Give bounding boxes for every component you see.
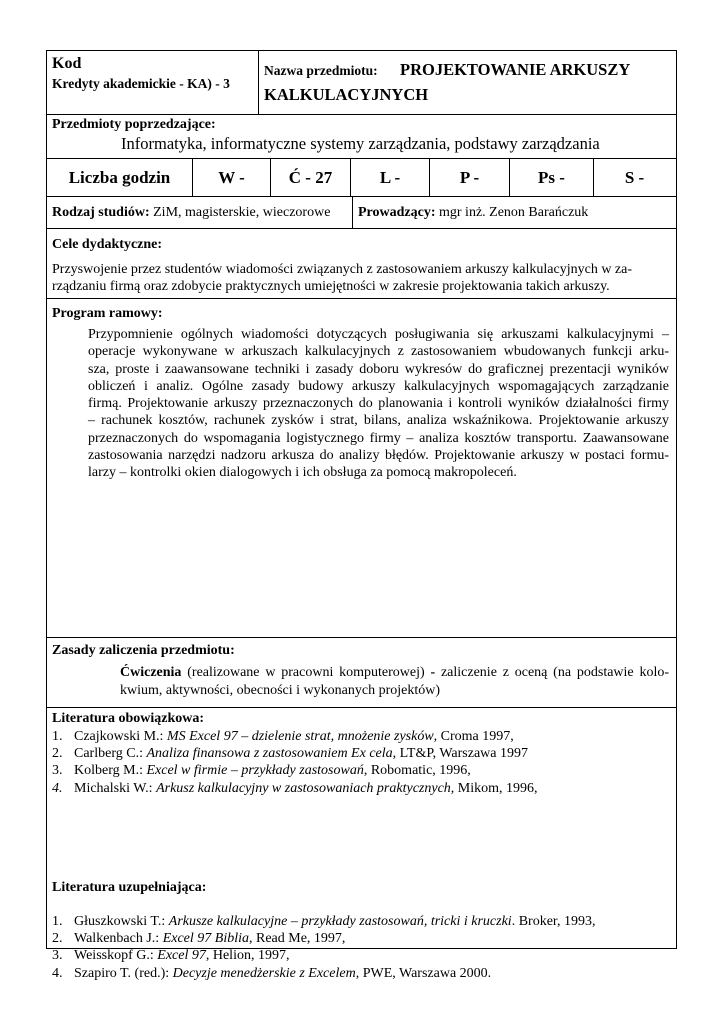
list-item: [52, 930, 669, 947]
item-publisher: , LT&P, Warszawa 1997: [392, 746, 528, 762]
goals-line: rządzaniu firmą oraz zdobycie praktycznych umiejętności w zakresie projektowania takich arkuszy.: [52, 279, 610, 294]
item-author: Michalski W.:: [74, 780, 157, 796]
program-line: larzy – kontrolki okien dialogowych i ich obsługa za pomocą makropoleceń.: [88, 465, 517, 481]
hours-lecture: W -: [193, 159, 271, 196]
credits-text: Kredyty akademickie - KA) - 3: [52, 76, 230, 91]
list-item: [52, 965, 669, 982]
code-cell: [47, 51, 259, 114]
list-item: [52, 947, 669, 964]
hours-ps: Ps -: [510, 159, 594, 196]
item-title: Excel 97 Biblia: [162, 931, 249, 947]
item-number: 2.: [52, 931, 63, 947]
lecturer-cell: [358, 205, 588, 221]
program-row: [47, 299, 676, 638]
item-publisher: . Broker, 1993,: [511, 914, 596, 929]
item-number: 3.: [52, 763, 63, 779]
literature-required-list: [52, 728, 669, 797]
item-title: Decyzje menedżerskie z Excelem: [172, 965, 356, 981]
literature-supplementary-label: Literatura uzupełniająca:: [52, 880, 207, 895]
item-title: Analiza finansowa z zastosowaniem Ex cela: [146, 746, 393, 762]
hours-seminar: S -: [624, 167, 645, 187]
program-line: przeznaczonych do wspomagania logistycznego firmy – analiza kosztów transportu. Zaawansowane: [88, 430, 669, 446]
item-publisher: , Mikom, 1996,: [450, 780, 538, 796]
assessment-line-2: kwium, aktywności, obecności i wykonanych projektów): [120, 683, 440, 698]
item-publisher: , Read Me, 1997,: [249, 931, 346, 947]
study-row: [47, 197, 676, 229]
program-text: [88, 326, 669, 482]
program-line: operacje wykonywane w arkuszach kalkulacyjnych z zastosowaniem wbudowanych funkcji arku-: [88, 344, 669, 360]
list-item: [52, 913, 669, 930]
literature-required-label: Literatura obowiązkowa:: [52, 711, 205, 726]
list-item: [52, 728, 669, 745]
item-number: 4.: [52, 780, 63, 796]
item-title: Excel w firmie – przykłady zastosowań: [146, 763, 364, 779]
code-label: Kod: [52, 55, 82, 72]
subject-label: Nazwa przedmiotu:: [264, 63, 378, 78]
goals-line: Przyswojenie przez studentów wiadomości związanych z zastosowaniem arkuszy kalkulacyjnych w za-: [52, 262, 633, 277]
lecturer-value: mgr inż. Zenon Barańczuk: [439, 205, 589, 220]
item-title: MS Excel 97 – dzielenie strat, mnożenie zysków: [166, 729, 434, 744]
item-author: Szapiro T. (red.):: [74, 965, 173, 981]
item-author: Weisskopf G.:: [74, 948, 158, 964]
program-line: – rachunek kosztów, rachunek zysków i strat, bilans, analiza wskaźnikowa. Projektowanie arkuszy: [88, 413, 669, 429]
hours-lab: L -: [351, 159, 430, 196]
assessment-mid1: (realizowane w pracowni komputerowej): [181, 665, 431, 680]
program-line: zastosowania narzędzi nadzoru arkusza do analizy błędów. Projektowanie arkuszy w postaci formu-: [88, 448, 669, 464]
subject-name-line2: KALKULACYJNYCH: [264, 85, 429, 104]
item-author: Głuszkowski T.:: [74, 914, 169, 929]
item-title: Arkusz kalkulacyjny w zastosowaniach praktycznych: [156, 780, 451, 796]
item-number: 3.: [52, 948, 63, 964]
item-publisher: , Croma 1997,: [433, 729, 514, 744]
goals-label: Cele dydaktyczne:: [52, 237, 163, 252]
lecturer-label: Prowadzący:: [358, 205, 436, 220]
hours-row: [47, 159, 676, 197]
item-number: 1.: [52, 914, 63, 929]
hours-exercises: Ć - 27: [271, 159, 351, 196]
item-title: Arkusze kalkulacyjne – przykłady zastosowań, tricki i kruczki: [168, 914, 512, 929]
prerequisites-value: Informatyka, informatyczne systemy zarządzania, podstawy zarządzania: [121, 134, 600, 153]
program-line: sza, proste i zaawansowane techniki i zasady doboru wykresów do graficznej prezentacji wyników: [88, 361, 669, 377]
prerequisites-row: [47, 115, 676, 159]
subject-name-line1: PROJEKTOWANIE ARKUSZY: [400, 60, 631, 79]
assessment-text: [120, 664, 669, 700]
item-author: Carlberg C.:: [74, 746, 147, 762]
list-item: [52, 780, 669, 797]
program-line: firmą. Projektowanie arkuszy przeznaczonych do planowania i kontroli wyników działalności firmy: [88, 396, 669, 412]
item-publisher: , Helion, 1997,: [205, 948, 290, 964]
item-author: Walkenbach J.:: [74, 931, 163, 947]
study-type-cell: [47, 197, 353, 228]
item-number: 4.: [52, 965, 63, 981]
item-title: Excel 97: [157, 948, 206, 964]
goals-row: [47, 229, 676, 299]
goals-text: [52, 261, 658, 295]
item-author: Czajkowski M.:: [74, 729, 167, 744]
program-label: Program ramowy:: [52, 306, 163, 321]
hours-label: Liczba godzin: [47, 159, 193, 196]
literature-row: [47, 708, 676, 981]
study-type-label: Rodzaj studiów:: [52, 205, 150, 220]
assessment-row: [47, 638, 676, 708]
list-item: [52, 745, 669, 762]
item-publisher: , PWE, Warszawa 2000.: [355, 965, 492, 981]
item-author: Kolberg M.:: [74, 763, 147, 779]
literature-supplementary-list: [52, 913, 669, 982]
assessment-label: Zasady zaliczenia przedmiotu:: [52, 643, 235, 658]
prerequisites-label: Przedmioty poprzedzające:: [52, 117, 216, 132]
assessment-line: [120, 664, 669, 682]
list-item: [52, 762, 669, 779]
program-line: Przypomnienie ogólnych wiadomości dotyczących posługiwania się arkuszami kalkulacyjnymi –: [88, 327, 669, 342]
syllabus-card: [46, 50, 677, 981]
assessment-bold-word: Ćwiczenia: [120, 665, 182, 680]
assessment-dash: -: [430, 665, 436, 680]
item-publisher: , Robomatic, 1996,: [363, 763, 471, 779]
hours-project: P -: [430, 159, 510, 196]
study-type-value: ZiM, magisterskie, wieczorowe: [153, 205, 331, 220]
assessment-mid2: zaliczenie z oceną (na podstawie kolo-: [435, 665, 669, 680]
header-row: [47, 51, 676, 115]
item-number: 1.: [52, 729, 63, 744]
program-line: obliczeń i analiz. Ogólne zasady budowy arkuszy kalkulacyjnych wspomagających zarządzanie: [88, 378, 669, 394]
item-number: 2.: [52, 746, 63, 762]
